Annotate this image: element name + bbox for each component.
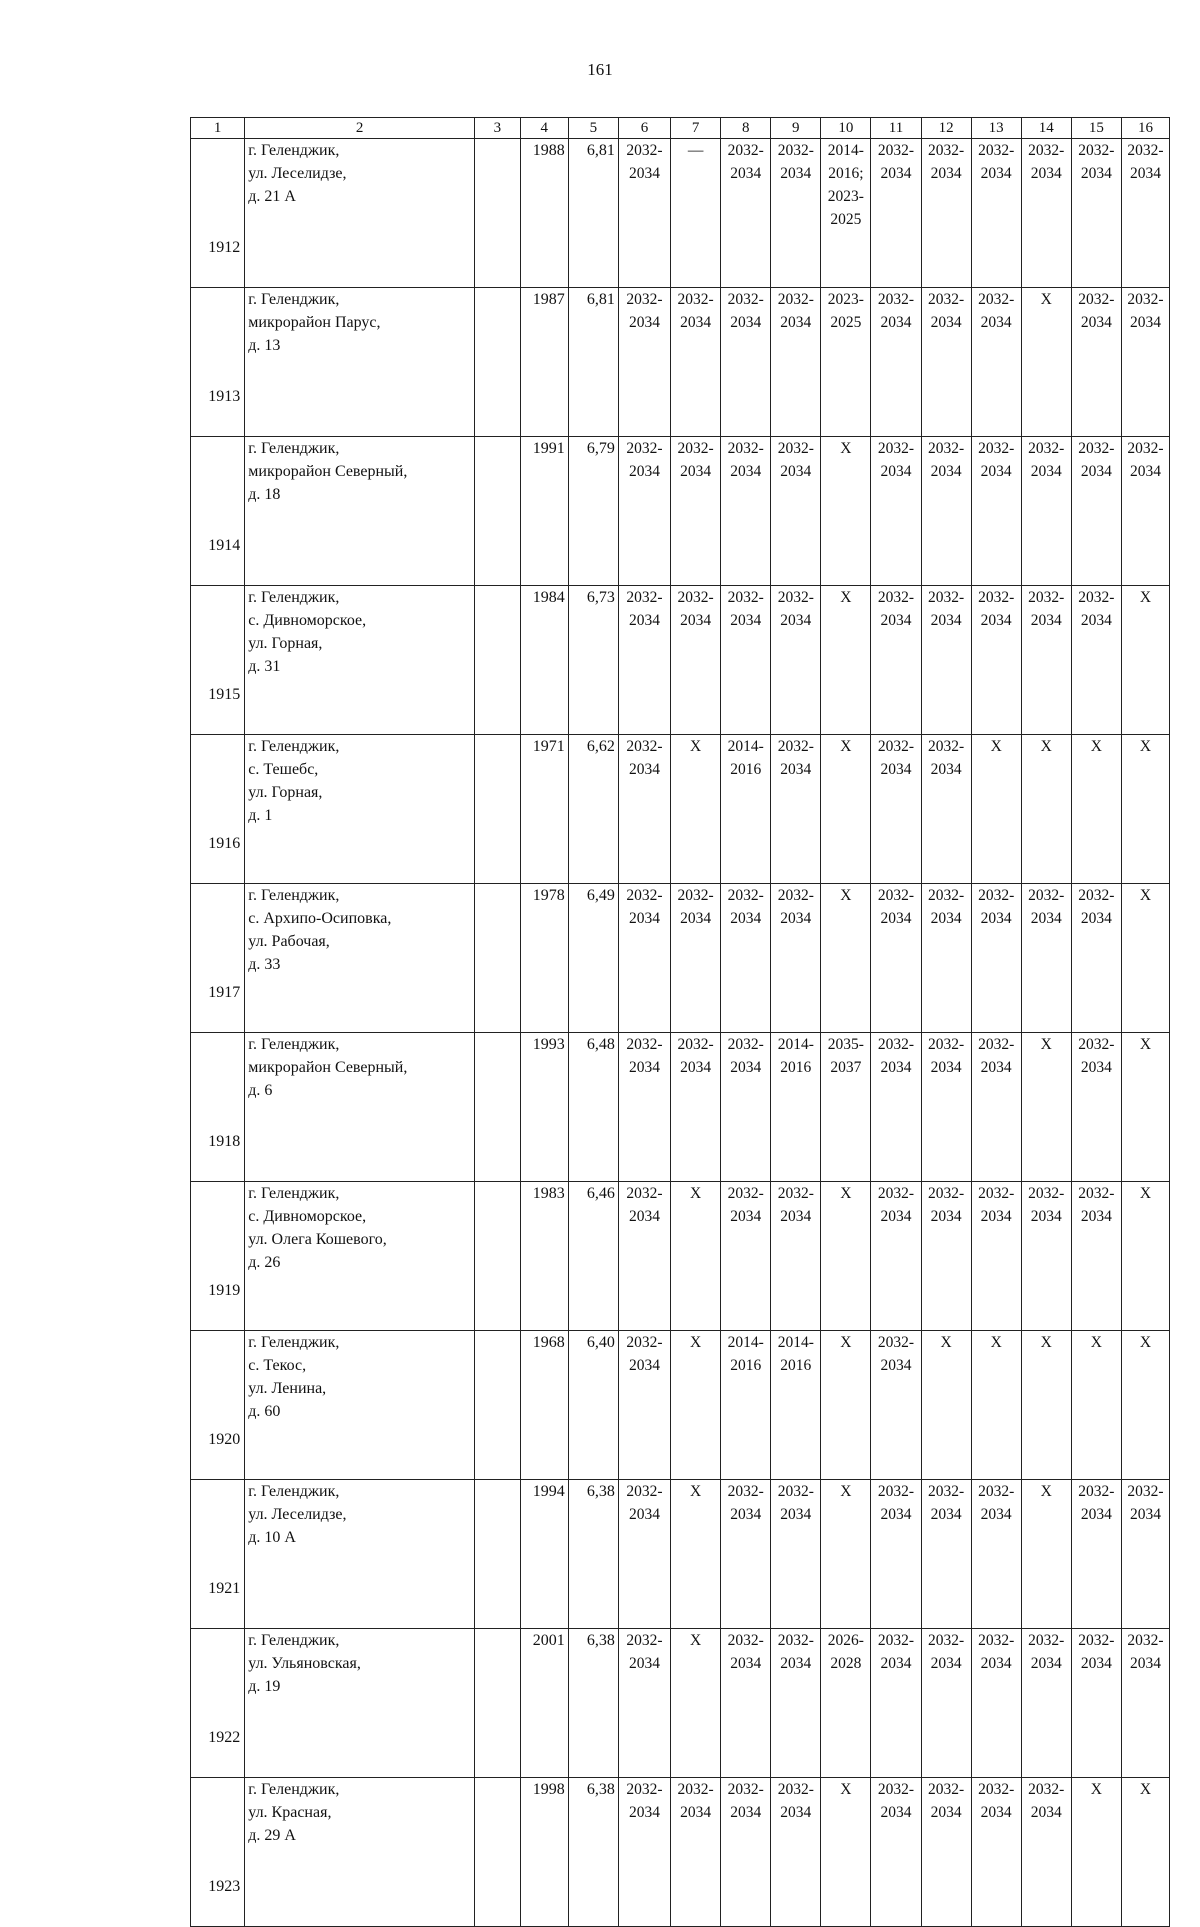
period-cell: 2032- 2034 xyxy=(771,1480,821,1629)
period-cell: 2032- 2034 xyxy=(971,1033,1021,1182)
row-number: 1923 xyxy=(191,1778,245,1927)
period-cell: Х xyxy=(671,1331,721,1480)
row-number: 1918 xyxy=(191,1033,245,1182)
period-cell: 2032- 2034 xyxy=(1121,139,1169,288)
period-cell: 2032- 2034 xyxy=(1021,437,1071,586)
address-cell: г. Геленджик, с. Текос, ул. Ленина, д. 60 xyxy=(245,1331,475,1480)
period-cell: 2032- 2034 xyxy=(1071,1182,1121,1331)
period-cell: 2032- 2034 xyxy=(671,1033,721,1182)
period-cell: 2032- 2034 xyxy=(618,139,670,288)
table-body xyxy=(191,118,1170,1927)
table-row xyxy=(191,437,1170,586)
period-cell: Х xyxy=(821,437,871,586)
period-cell: 2032- 2034 xyxy=(921,1629,971,1778)
year-cell: 1991 xyxy=(520,437,568,586)
address-cell: г. Геленджик, с. Архипо-Осиповка, ул. Рабочая, д. 33 xyxy=(245,884,475,1033)
period-cell: 2032- 2034 xyxy=(921,1480,971,1629)
period-cell: 2032- 2034 xyxy=(1071,1629,1121,1778)
period-cell: 2032- 2034 xyxy=(771,1182,821,1331)
period-cell: 2032- 2034 xyxy=(671,1778,721,1927)
column-3-cell xyxy=(474,735,520,884)
column-header: 7 xyxy=(671,118,721,139)
period-cell: Х xyxy=(821,1331,871,1480)
period-cell: 2032- 2034 xyxy=(721,437,771,586)
year-cell: 1994 xyxy=(520,1480,568,1629)
period-cell: Х xyxy=(671,735,721,884)
column-3-cell xyxy=(474,437,520,586)
period-cell: 2032- 2034 xyxy=(871,139,921,288)
row-number: 1922 xyxy=(191,1629,245,1778)
table-row xyxy=(191,1331,1170,1480)
period-cell: 2032- 2034 xyxy=(871,1331,921,1480)
period-cell: 2014- 2016 xyxy=(721,735,771,884)
period-cell: 2032- 2034 xyxy=(618,1629,670,1778)
column-3-cell xyxy=(474,1331,520,1480)
column-3-cell xyxy=(474,1629,520,1778)
address-cell: г. Геленджик, микрорайон Северный, д. 6 xyxy=(245,1033,475,1182)
year-cell: 1984 xyxy=(520,586,568,735)
period-cell: 2032- 2034 xyxy=(921,288,971,437)
column-header: 5 xyxy=(568,118,618,139)
row-number: 1917 xyxy=(191,884,245,1033)
table-row xyxy=(191,586,1170,735)
period-cell: 2032- 2034 xyxy=(1121,1480,1169,1629)
period-cell: 2032- 2034 xyxy=(721,884,771,1033)
column-3-cell xyxy=(474,1033,520,1182)
period-cell: 2032- 2034 xyxy=(1021,139,1071,288)
row-number: 1916 xyxy=(191,735,245,884)
period-cell: 2032- 2034 xyxy=(1071,1033,1121,1182)
period-cell: Х xyxy=(921,1331,971,1480)
year-cell: 1988 xyxy=(520,139,568,288)
housing-repair-schedule-table xyxy=(190,117,1170,1927)
period-cell: Х xyxy=(1021,735,1071,884)
column-header: 13 xyxy=(971,118,1021,139)
period-cell: 2032- 2034 xyxy=(721,288,771,437)
table-row xyxy=(191,1629,1170,1778)
period-cell: 2032- 2034 xyxy=(971,139,1021,288)
table-row xyxy=(191,884,1170,1033)
row-number: 1921 xyxy=(191,1480,245,1629)
period-cell: Х xyxy=(821,1778,871,1927)
period-cell: Х xyxy=(1071,1331,1121,1480)
period-cell: 2032- 2034 xyxy=(921,735,971,884)
period-cell: Х xyxy=(971,1331,1021,1480)
period-cell: Х xyxy=(1071,735,1121,884)
table-row xyxy=(191,1480,1170,1629)
period-cell: 2032- 2034 xyxy=(871,1778,921,1927)
column-3-cell xyxy=(474,1480,520,1629)
value-cell: 6,73 xyxy=(568,586,618,735)
period-cell: 2032- 2034 xyxy=(771,139,821,288)
period-cell: 2032- 2034 xyxy=(921,139,971,288)
table-row xyxy=(191,1778,1170,1927)
period-cell: 2032- 2034 xyxy=(921,586,971,735)
period-cell: 2032- 2034 xyxy=(721,1629,771,1778)
column-3-cell xyxy=(474,586,520,735)
period-cell: 2032- 2034 xyxy=(618,1778,670,1927)
year-cell: 1968 xyxy=(520,1331,568,1480)
period-cell: 2032- 2034 xyxy=(871,1033,921,1182)
period-cell: Х xyxy=(821,1480,871,1629)
period-cell: 2032- 2034 xyxy=(618,437,670,586)
column-header: 10 xyxy=(821,118,871,139)
table-row xyxy=(191,139,1170,288)
column-header: 8 xyxy=(721,118,771,139)
column-header: 11 xyxy=(871,118,921,139)
value-cell: 6,79 xyxy=(568,437,618,586)
period-cell: Х xyxy=(671,1182,721,1331)
period-cell: 2032- 2034 xyxy=(921,437,971,586)
address-cell: г. Геленджик, микрорайон Северный, д. 18 xyxy=(245,437,475,586)
period-cell: 2032- 2034 xyxy=(921,1182,971,1331)
period-cell: 2032- 2034 xyxy=(618,1331,670,1480)
column-header: 9 xyxy=(771,118,821,139)
column-3-cell xyxy=(474,288,520,437)
column-header: 4 xyxy=(520,118,568,139)
row-number: 1912 xyxy=(191,139,245,288)
period-cell: 2032- 2034 xyxy=(871,735,921,884)
period-cell: Х xyxy=(1121,1778,1169,1927)
period-cell: Х xyxy=(1021,1331,1071,1480)
year-cell: 2001 xyxy=(520,1629,568,1778)
period-cell: Х xyxy=(1021,1480,1071,1629)
value-cell: 6,49 xyxy=(568,884,618,1033)
year-cell: 1978 xyxy=(520,884,568,1033)
address-cell: г. Геленджик, с. Дивноморское, ул. Олега Кошевого, д. 26 xyxy=(245,1182,475,1331)
table-row xyxy=(191,1033,1170,1182)
row-number: 1913 xyxy=(191,288,245,437)
period-cell: 2032- 2034 xyxy=(871,1480,921,1629)
period-cell: 2032- 2034 xyxy=(971,437,1021,586)
period-cell: Х xyxy=(971,735,1021,884)
column-3-cell xyxy=(474,139,520,288)
period-cell: 2032- 2034 xyxy=(871,586,921,735)
value-cell: 6,38 xyxy=(568,1629,618,1778)
period-cell: 2032- 2034 xyxy=(971,1480,1021,1629)
value-cell: 6,38 xyxy=(568,1480,618,1629)
period-cell: Х xyxy=(1021,1033,1071,1182)
year-cell: 1983 xyxy=(520,1182,568,1331)
address-cell: г. Геленджик, ул. Красная, д. 29 А xyxy=(245,1778,475,1927)
period-cell: 2032- 2034 xyxy=(618,1480,670,1629)
row-number: 1919 xyxy=(191,1182,245,1331)
value-cell: 6,46 xyxy=(568,1182,618,1331)
period-cell: 2032- 2034 xyxy=(1071,437,1121,586)
column-header: 14 xyxy=(1021,118,1071,139)
value-cell: 6,38 xyxy=(568,1778,618,1927)
column-header: 1 xyxy=(191,118,245,139)
period-cell: 2032- 2034 xyxy=(1071,1480,1121,1629)
period-cell: 2014- 2016 xyxy=(721,1331,771,1480)
period-cell: Х xyxy=(821,586,871,735)
table-row xyxy=(191,1182,1170,1331)
value-cell: 6,48 xyxy=(568,1033,618,1182)
period-cell: 2032- 2034 xyxy=(1071,586,1121,735)
year-cell: 1993 xyxy=(520,1033,568,1182)
period-cell: 2032- 2034 xyxy=(618,288,670,437)
page-number: 161 xyxy=(587,60,613,79)
period-cell: 2032- 2034 xyxy=(871,1629,921,1778)
address-cell: г. Геленджик, с. Тешебс, ул. Горная, д. 1 xyxy=(245,735,475,884)
period-cell: 2032- 2034 xyxy=(721,1182,771,1331)
period-cell: 2032- 2034 xyxy=(618,1033,670,1182)
period-cell: 2032- 2034 xyxy=(618,1182,670,1331)
period-cell: 2032- 2034 xyxy=(721,1480,771,1629)
period-cell: Х xyxy=(671,1629,721,1778)
column-header: 6 xyxy=(618,118,670,139)
period-cell: 2032- 2034 xyxy=(771,884,821,1033)
address-cell: г. Геленджик, ул. Леселидзе, д. 21 А xyxy=(245,139,475,288)
period-cell: 2032- 2034 xyxy=(671,437,721,586)
address-cell: г. Геленджик, с. Дивноморское, ул. Горная, д. 31 xyxy=(245,586,475,735)
period-cell: 2032- 2034 xyxy=(1121,288,1169,437)
period-cell: Х xyxy=(1121,735,1169,884)
period-cell: Х xyxy=(1121,884,1169,1033)
period-cell: 2032- 2034 xyxy=(971,1182,1021,1331)
period-cell: Х xyxy=(1121,586,1169,735)
column-number-row xyxy=(191,118,1170,139)
column-3-cell xyxy=(474,1182,520,1331)
column-header: 16 xyxy=(1121,118,1169,139)
period-cell: 2032- 2034 xyxy=(1021,1778,1071,1927)
address-cell: г. Геленджик, микрорайон Парус, д. 13 xyxy=(245,288,475,437)
address-cell: г. Геленджик, ул. Ульяновская, д. 19 xyxy=(245,1629,475,1778)
period-cell: 2032- 2034 xyxy=(721,1778,771,1927)
period-cell: 2032- 2034 xyxy=(871,437,921,586)
period-cell: 2032- 2034 xyxy=(971,1778,1021,1927)
period-cell: 2032- 2034 xyxy=(1021,1182,1071,1331)
period-cell: 2032- 2034 xyxy=(871,884,921,1033)
period-cell: Х xyxy=(821,1182,871,1331)
period-cell: Х xyxy=(1021,288,1071,437)
period-cell: 2032- 2034 xyxy=(921,884,971,1033)
period-cell: 2014- 2016 xyxy=(771,1331,821,1480)
row-number: 1915 xyxy=(191,586,245,735)
period-cell: Х xyxy=(821,735,871,884)
period-cell: 2032- 2034 xyxy=(771,735,821,884)
period-cell: Х xyxy=(821,884,871,1033)
column-header: 2 xyxy=(245,118,475,139)
period-cell: 2032- 2034 xyxy=(618,884,670,1033)
period-cell: 2032- 2034 xyxy=(671,884,721,1033)
period-cell: 2032- 2034 xyxy=(921,1778,971,1927)
period-cell: Х xyxy=(1121,1182,1169,1331)
period-cell: Х xyxy=(1071,1778,1121,1927)
period-cell: 2032- 2034 xyxy=(671,586,721,735)
period-cell: 2032- 2034 xyxy=(971,288,1021,437)
period-cell: 2032- 2034 xyxy=(1071,288,1121,437)
address-cell: г. Геленджик, ул. Леселидзе, д. 10 А xyxy=(245,1480,475,1629)
period-cell: 2032- 2034 xyxy=(721,586,771,735)
column-header: 12 xyxy=(921,118,971,139)
period-cell: 2032- 2034 xyxy=(971,586,1021,735)
value-cell: 6,62 xyxy=(568,735,618,884)
period-cell: 2032- 2034 xyxy=(1121,437,1169,586)
period-cell: 2014- 2016; 2023- 2025 xyxy=(821,139,871,288)
year-cell: 1971 xyxy=(520,735,568,884)
period-cell: 2032- 2034 xyxy=(921,1033,971,1182)
value-cell: 6,40 xyxy=(568,1331,618,1480)
period-cell: 2032- 2034 xyxy=(771,437,821,586)
period-cell: 2032- 2034 xyxy=(721,139,771,288)
period-cell: Х xyxy=(671,1480,721,1629)
row-number: 1914 xyxy=(191,437,245,586)
period-cell: 2032- 2034 xyxy=(871,288,921,437)
period-cell: 2032- 2034 xyxy=(771,586,821,735)
period-cell: 2032- 2034 xyxy=(618,586,670,735)
period-cell: 2032- 2034 xyxy=(871,1182,921,1331)
column-header: 15 xyxy=(1071,118,1121,139)
table-row xyxy=(191,735,1170,884)
period-cell: 2032- 2034 xyxy=(1021,884,1071,1033)
period-cell: 2032- 2034 xyxy=(971,884,1021,1033)
period-cell: 2032- 2034 xyxy=(1121,1629,1169,1778)
value-cell: 6,81 xyxy=(568,139,618,288)
period-cell: 2032- 2034 xyxy=(671,288,721,437)
period-cell: 2032- 2034 xyxy=(771,288,821,437)
period-cell: 2032- 2034 xyxy=(1021,1629,1071,1778)
period-cell: 2026- 2028 xyxy=(821,1629,871,1778)
column-header: 3 xyxy=(474,118,520,139)
row-number: 1920 xyxy=(191,1331,245,1480)
period-cell: 2032- 2034 xyxy=(771,1778,821,1927)
period-cell: 2032- 2034 xyxy=(721,1033,771,1182)
period-cell: Х xyxy=(1121,1033,1169,1182)
period-cell: 2032- 2034 xyxy=(771,1629,821,1778)
period-cell: 2032- 2034 xyxy=(1071,139,1121,288)
period-cell: 2032- 2034 xyxy=(971,1629,1021,1778)
period-cell: 2035- 2037 xyxy=(821,1033,871,1182)
year-cell: 1998 xyxy=(520,1778,568,1927)
period-cell: 2032- 2034 xyxy=(618,735,670,884)
period-cell: 2032- 2034 xyxy=(1021,586,1071,735)
column-3-cell xyxy=(474,884,520,1033)
period-cell: — xyxy=(671,139,721,288)
period-cell: 2023- 2025 xyxy=(821,288,871,437)
period-cell: 2032- 2034 xyxy=(1071,884,1121,1033)
period-cell: Х xyxy=(1121,1331,1169,1480)
period-cell: 2014- 2016 xyxy=(771,1033,821,1182)
year-cell: 1987 xyxy=(520,288,568,437)
value-cell: 6,81 xyxy=(568,288,618,437)
table-row xyxy=(191,288,1170,437)
column-3-cell xyxy=(474,1778,520,1927)
